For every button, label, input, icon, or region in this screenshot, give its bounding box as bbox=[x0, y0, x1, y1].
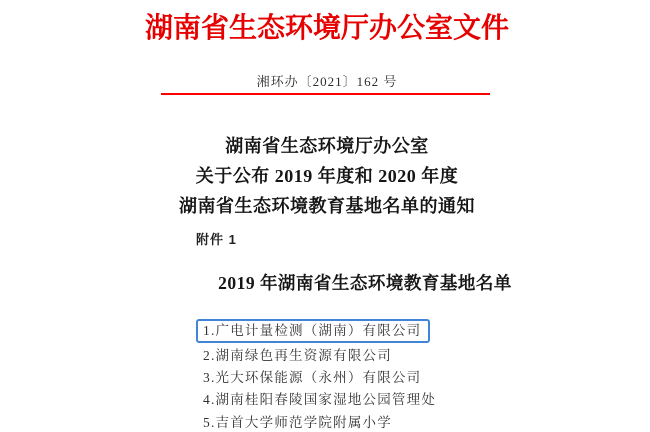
red-divider-line bbox=[161, 93, 490, 95]
list-item: 5.吉首大学师范学院附属小学 bbox=[203, 414, 392, 430]
list-item: 3.光大环保能源（永州）有限公司 bbox=[203, 369, 422, 385]
highlighted-list-item: 1.广电计量检测（湖南）有限公司 bbox=[196, 319, 430, 343]
list-item bbox=[203, 320, 436, 342]
list-item: 2.湖南绿色再生资源有限公司 bbox=[203, 347, 392, 363]
notice-title-line-3: 湖南省生态环境教育基地名单的通知 bbox=[179, 196, 475, 216]
notice-title-line-2: 关于公布 2019 年度和 2020 年度 bbox=[195, 166, 459, 186]
document-number: 湘环办〔2021〕162 号 bbox=[256, 74, 398, 89]
notice-title bbox=[2, 131, 650, 221]
base-list-heading: 2019 年湖南省生态环境教育基地名单 bbox=[218, 273, 512, 293]
education-base-list bbox=[203, 320, 436, 432]
document-letterhead-title: 湖南省生态环境厅办公室文件 bbox=[144, 13, 509, 44]
list-item: 4.湖南桂阳春陵国家湿地公园管理处 bbox=[203, 392, 437, 408]
attachment-label: 附件 1 bbox=[196, 232, 237, 247]
notice-title-line-1: 湖南省生态环境厅办公室 bbox=[225, 136, 429, 156]
